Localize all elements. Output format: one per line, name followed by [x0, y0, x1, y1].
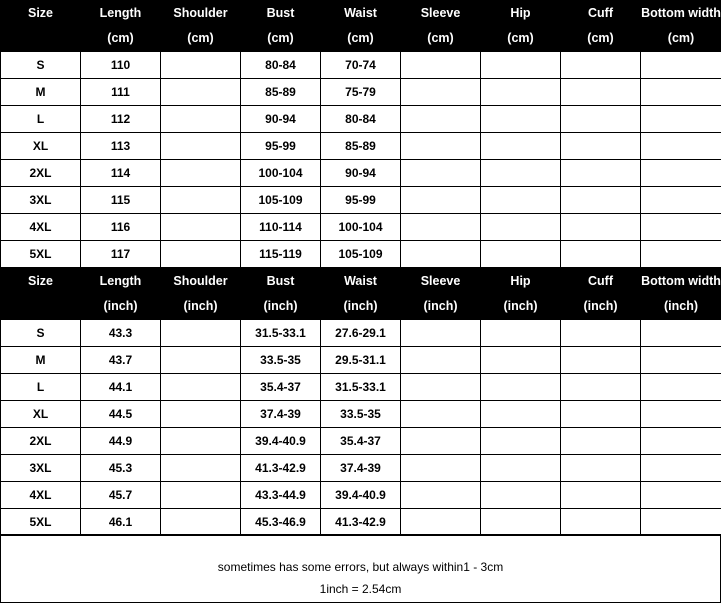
cell-hip	[481, 347, 561, 374]
cell-waist: 80-84	[321, 106, 401, 133]
column-header-length	[81, 1, 161, 52]
column-header-unit: (cm)	[667, 31, 695, 45]
cell-shoulder	[161, 187, 241, 214]
column-header-cuff	[561, 269, 641, 320]
column-header-bust	[241, 269, 321, 320]
cell-hip	[481, 320, 561, 347]
cell-cuff	[561, 106, 641, 133]
column-header-shoulder	[161, 269, 241, 320]
column-header-unit: (cm)	[507, 31, 534, 45]
cell-waist: 75-79	[321, 79, 401, 106]
column-header-label: Bust	[266, 6, 295, 20]
cell-shoulder	[161, 509, 241, 536]
cell-shoulder	[161, 428, 241, 455]
column-header-unit: (inch)	[183, 299, 218, 313]
cell-sleeve	[401, 160, 481, 187]
cell-sleeve	[401, 52, 481, 79]
column-header-sleeve	[401, 1, 481, 52]
cell-cuff	[561, 428, 641, 455]
column-header-bottom-width	[641, 1, 721, 52]
column-header-size	[1, 269, 81, 320]
cell-cuff	[561, 187, 641, 214]
column-header-unit: (cm)	[267, 31, 294, 45]
table-row	[1, 241, 721, 268]
cell-cuff	[561, 482, 641, 509]
cell-length: 46.1	[81, 509, 161, 536]
table-row	[1, 320, 721, 347]
cell-bottom-width	[641, 455, 721, 482]
column-header-unit	[1, 294, 80, 319]
cell-bust: 110-114	[241, 214, 321, 241]
cell-waist: 90-94	[321, 160, 401, 187]
column-header-waist	[321, 1, 401, 52]
cell-shoulder	[161, 160, 241, 187]
column-header-label: Shoulder	[173, 6, 228, 20]
cell-cuff	[561, 347, 641, 374]
table-row	[1, 52, 721, 79]
cell-size: S	[1, 52, 81, 79]
column-header-bottom-width	[641, 269, 721, 320]
cell-sleeve	[401, 374, 481, 401]
cell-length: 45.7	[81, 482, 161, 509]
column-header-sleeve	[401, 269, 481, 320]
cell-waist: 41.3-42.9	[321, 509, 401, 536]
cell-length: 111	[81, 79, 161, 106]
cell-shoulder	[161, 347, 241, 374]
column-header-label: Waist	[344, 274, 377, 288]
cell-shoulder	[161, 320, 241, 347]
cell-bust: 90-94	[241, 106, 321, 133]
cell-shoulder	[161, 374, 241, 401]
column-header-unit: (cm)	[587, 31, 614, 45]
cell-cuff	[561, 509, 641, 536]
cell-shoulder	[161, 106, 241, 133]
cell-length: 112	[81, 106, 161, 133]
cell-cuff	[561, 52, 641, 79]
column-header-label: Bottom width	[641, 274, 721, 288]
cell-bust: 43.3-44.9	[241, 482, 321, 509]
cell-cuff	[561, 79, 641, 106]
column-header-unit: (cm)	[347, 31, 374, 45]
column-header-unit: (inch)	[103, 299, 138, 313]
column-header-label: Hip	[510, 6, 531, 20]
cell-hip	[481, 241, 561, 268]
cell-waist: 70-74	[321, 52, 401, 79]
table-row	[1, 374, 721, 401]
cell-shoulder	[161, 214, 241, 241]
cell-bottom-width	[641, 374, 721, 401]
cell-hip	[481, 133, 561, 160]
notes-box	[0, 534, 721, 603]
cell-waist: 39.4-40.9	[321, 482, 401, 509]
cell-shoulder	[161, 52, 241, 79]
cell-shoulder	[161, 133, 241, 160]
cell-sleeve	[401, 79, 481, 106]
column-header-waist	[321, 269, 401, 320]
cell-bust: 37.4-39	[241, 401, 321, 428]
header-row	[1, 1, 721, 52]
cell-size: 4XL	[1, 482, 81, 509]
table-row	[1, 106, 721, 133]
cell-size: XL	[1, 401, 81, 428]
cell-cuff	[561, 320, 641, 347]
cell-waist: 105-109	[321, 241, 401, 268]
column-header-label: Sleeve	[420, 6, 461, 20]
cell-hip	[481, 214, 561, 241]
cell-bottom-width	[641, 214, 721, 241]
cell-bust: 33.5-35	[241, 347, 321, 374]
cell-sleeve	[401, 320, 481, 347]
cell-cuff	[561, 133, 641, 160]
column-header-unit: (inch)	[343, 299, 378, 313]
column-header-shoulder	[161, 1, 241, 52]
cell-size: M	[1, 79, 81, 106]
table-row	[1, 347, 721, 374]
column-header-unit: (inch)	[503, 299, 538, 313]
cell-sleeve	[401, 214, 481, 241]
cell-sleeve	[401, 187, 481, 214]
cell-bottom-width	[641, 160, 721, 187]
cell-sleeve	[401, 133, 481, 160]
size-table-cm	[0, 0, 721, 268]
cell-length: 114	[81, 160, 161, 187]
cell-size: S	[1, 320, 81, 347]
column-header-label: Size	[27, 6, 53, 20]
cell-length: 116	[81, 214, 161, 241]
cell-bust: 105-109	[241, 187, 321, 214]
cell-bottom-width	[641, 79, 721, 106]
cell-waist: 27.6-29.1	[321, 320, 401, 347]
cell-bottom-width	[641, 482, 721, 509]
cell-shoulder	[161, 401, 241, 428]
cell-sleeve	[401, 482, 481, 509]
column-header-label: Hip	[510, 274, 531, 288]
cell-cuff	[561, 160, 641, 187]
cell-bottom-width	[641, 401, 721, 428]
cell-bust: 35.4-37	[241, 374, 321, 401]
column-header-cuff	[561, 1, 641, 52]
cell-hip	[481, 160, 561, 187]
cell-size: XL	[1, 133, 81, 160]
cell-hip	[481, 106, 561, 133]
cell-size: 2XL	[1, 160, 81, 187]
column-header-hip	[481, 1, 561, 52]
cell-cuff	[561, 214, 641, 241]
table-row	[1, 482, 721, 509]
cell-bottom-width	[641, 347, 721, 374]
cell-size: 2XL	[1, 428, 81, 455]
column-header-size	[1, 1, 81, 52]
cell-bust: 80-84	[241, 52, 321, 79]
cell-bust: 115-119	[241, 241, 321, 268]
column-header-bust	[241, 1, 321, 52]
column-header-length	[81, 269, 161, 320]
column-header-label: Length	[99, 6, 142, 20]
cell-hip	[481, 52, 561, 79]
column-header-unit: (cm)	[187, 31, 214, 45]
cell-hip	[481, 374, 561, 401]
cell-length: 44.9	[81, 428, 161, 455]
cell-shoulder	[161, 455, 241, 482]
column-header-unit	[1, 26, 80, 51]
size-table-inch	[0, 268, 721, 536]
cell-size: 3XL	[1, 455, 81, 482]
conversion-note: 1inch = 2.54cm	[319, 582, 402, 596]
cell-length: 44.1	[81, 374, 161, 401]
column-header-unit: (cm)	[107, 31, 134, 45]
cell-length: 44.5	[81, 401, 161, 428]
cell-length: 113	[81, 133, 161, 160]
column-header-unit: (inch)	[663, 299, 699, 313]
cell-size: L	[1, 106, 81, 133]
cell-sleeve	[401, 509, 481, 536]
table-row	[1, 509, 721, 536]
cell-hip	[481, 428, 561, 455]
cell-bottom-width	[641, 52, 721, 79]
cell-cuff	[561, 401, 641, 428]
cell-bust: 41.3-42.9	[241, 455, 321, 482]
cell-bottom-width	[641, 428, 721, 455]
cell-sleeve	[401, 455, 481, 482]
column-header-label: Cuff	[588, 274, 613, 288]
cell-waist: 35.4-37	[321, 428, 401, 455]
cell-waist: 100-104	[321, 214, 401, 241]
cell-sleeve	[401, 241, 481, 268]
cell-length: 115	[81, 187, 161, 214]
table-row	[1, 160, 721, 187]
cell-bottom-width	[641, 187, 721, 214]
cell-size: 3XL	[1, 187, 81, 214]
column-header-unit: (inch)	[263, 299, 298, 313]
error-note: sometimes has some errors, but always within1 - 3cm	[217, 560, 504, 574]
cell-sleeve	[401, 428, 481, 455]
header-row	[1, 269, 721, 320]
column-header-label: Cuff	[588, 6, 613, 20]
column-header-hip	[481, 269, 561, 320]
cell-bust: 45.3-46.9	[241, 509, 321, 536]
table-row	[1, 214, 721, 241]
cell-sleeve	[401, 106, 481, 133]
cell-size: M	[1, 347, 81, 374]
cell-cuff	[561, 374, 641, 401]
column-header-label: Bottom width	[641, 6, 721, 20]
cell-size: 5XL	[1, 509, 81, 536]
cell-hip	[481, 455, 561, 482]
cell-bottom-width	[641, 106, 721, 133]
cell-cuff	[561, 455, 641, 482]
cell-bottom-width	[641, 241, 721, 268]
cell-waist: 95-99	[321, 187, 401, 214]
cell-bust: 85-89	[241, 79, 321, 106]
cell-bust: 95-99	[241, 133, 321, 160]
column-header-label: Sleeve	[420, 274, 461, 288]
column-header-unit: (inch)	[423, 299, 458, 313]
cell-cuff	[561, 241, 641, 268]
cell-waist: 29.5-31.1	[321, 347, 401, 374]
cell-bust: 100-104	[241, 160, 321, 187]
cell-waist: 31.5-33.1	[321, 374, 401, 401]
cell-shoulder	[161, 79, 241, 106]
table-row	[1, 455, 721, 482]
cell-hip	[481, 79, 561, 106]
table-row	[1, 401, 721, 428]
cell-waist: 37.4-39	[321, 455, 401, 482]
cell-bust: 31.5-33.1	[241, 320, 321, 347]
cell-size: L	[1, 374, 81, 401]
column-header-label: Size	[27, 274, 53, 288]
cell-length: 43.7	[81, 347, 161, 374]
cell-length: 43.3	[81, 320, 161, 347]
cell-bottom-width	[641, 320, 721, 347]
table-row	[1, 79, 721, 106]
cell-hip	[481, 482, 561, 509]
cell-waist: 85-89	[321, 133, 401, 160]
cell-bottom-width	[641, 133, 721, 160]
table-row	[1, 428, 721, 455]
cell-waist: 33.5-35	[321, 401, 401, 428]
cell-shoulder	[161, 241, 241, 268]
cell-shoulder	[161, 482, 241, 509]
column-header-unit: (cm)	[427, 31, 454, 45]
column-header-label: Waist	[344, 6, 377, 20]
cell-bust: 39.4-40.9	[241, 428, 321, 455]
table-row	[1, 133, 721, 160]
cell-hip	[481, 401, 561, 428]
column-header-label: Length	[99, 274, 142, 288]
cell-sleeve	[401, 347, 481, 374]
cell-length: 117	[81, 241, 161, 268]
column-header-label: Shoulder	[173, 274, 228, 288]
cell-sleeve	[401, 401, 481, 428]
cell-size: 5XL	[1, 241, 81, 268]
cell-hip	[481, 187, 561, 214]
cell-size: 4XL	[1, 214, 81, 241]
column-header-unit: (inch)	[583, 299, 618, 313]
cell-length: 45.3	[81, 455, 161, 482]
cell-length: 110	[81, 52, 161, 79]
table-row	[1, 187, 721, 214]
cell-hip	[481, 509, 561, 536]
column-header-label: Bust	[266, 274, 295, 288]
cell-bottom-width	[641, 509, 721, 536]
